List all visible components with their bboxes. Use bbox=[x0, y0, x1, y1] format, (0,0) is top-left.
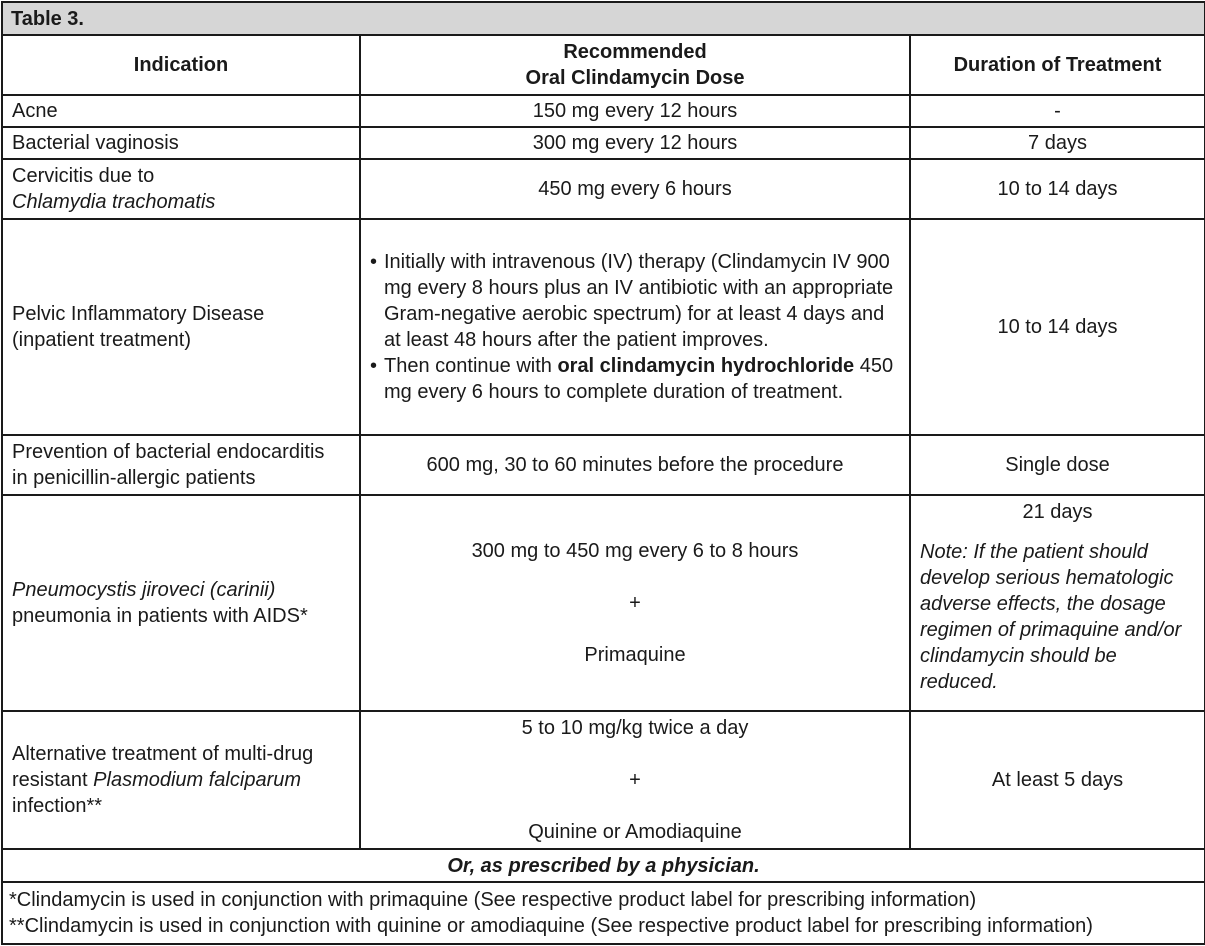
dose-plus: + bbox=[629, 592, 641, 614]
indication-line: pneumonia in patients with AIDS* bbox=[12, 605, 308, 627]
indication-line: (inpatient treatment) bbox=[12, 329, 191, 351]
duration-cell: Single dose bbox=[910, 435, 1205, 495]
dose-line: Quinine or Amodiaquine bbox=[528, 821, 742, 843]
indication-cell bbox=[2, 711, 360, 849]
table-row bbox=[2, 95, 1205, 127]
indication-line: Alternative treatment of multi-drug bbox=[12, 743, 314, 765]
duration-cell: 7 days bbox=[910, 127, 1205, 159]
indication-line: infection** bbox=[12, 795, 103, 817]
footnotes bbox=[2, 882, 1205, 944]
dose-bullets bbox=[370, 249, 900, 405]
indication-cell bbox=[2, 159, 360, 219]
physician-note: Or, as prescribed by a physician. bbox=[2, 849, 1205, 882]
dose-cell: 300 mg every 12 hours bbox=[360, 127, 910, 159]
organism-name: Chlamydia trachomatis bbox=[12, 191, 216, 213]
duration-cell: 10 to 14 days bbox=[910, 219, 1205, 435]
table-row bbox=[2, 495, 1205, 711]
indication-cell bbox=[2, 435, 360, 495]
dose-bullet bbox=[370, 353, 900, 405]
duration-cell: 10 to 14 days bbox=[910, 159, 1205, 219]
table-caption: Table 3. bbox=[2, 2, 1205, 35]
duration-cell: - bbox=[910, 95, 1205, 127]
header-duration: Duration of Treatment bbox=[910, 35, 1205, 95]
indication-organism bbox=[12, 577, 350, 603]
dose-line: 5 to 10 mg/kg twice a day bbox=[521, 717, 749, 739]
dose-line: 300 mg to 450 mg every 6 to 8 hours bbox=[471, 540, 799, 562]
table-row bbox=[2, 219, 1205, 435]
indication-line: Prevention of bacterial endocarditis bbox=[12, 441, 325, 463]
table-row bbox=[2, 711, 1205, 849]
bullet-bold-text: oral clindamycin hydrochloride bbox=[557, 355, 855, 377]
indication-line: in penicillin-allergic patients bbox=[12, 467, 256, 489]
indication-line: Pelvic Inflammatory Disease bbox=[12, 303, 265, 325]
table-row bbox=[2, 159, 1205, 219]
duration-value: 21 days bbox=[1022, 501, 1093, 523]
duration-note: Note: If the patient should develop serious hematologic adverse effects, the dosage regimen of primaquine and/or clindamycin should be reduced. bbox=[920, 541, 1182, 693]
indication-cell bbox=[2, 219, 360, 435]
table-caption-row bbox=[2, 2, 1205, 35]
dose-plus: + bbox=[629, 769, 641, 791]
indication-cell: Bacterial vaginosis bbox=[2, 127, 360, 159]
duration-cell: At least 5 days bbox=[910, 711, 1205, 849]
dose-cell bbox=[360, 711, 910, 849]
header-row bbox=[2, 35, 1205, 95]
dose-cell: 450 mg every 6 hours bbox=[360, 159, 910, 219]
duration-cell bbox=[910, 495, 1205, 711]
footnote: *Clindamycin is used in conjunction with primaquine (See respective product label for prescribing information) bbox=[9, 889, 977, 911]
footnote: **Clindamycin is used in conjunction with quinine or amodiaquine (See respective product label for prescribing information) bbox=[9, 915, 1093, 937]
bullet-text: Then continue with bbox=[384, 355, 558, 377]
organism-name: Plasmodium falciparum bbox=[93, 769, 302, 791]
dose-cell bbox=[360, 495, 910, 711]
document bbox=[1, 1, 1204, 945]
dose-line: Primaquine bbox=[584, 644, 686, 666]
table-row bbox=[2, 435, 1205, 495]
dose-bullet: • Initially with intravenous (IV) therapy (Clindamycin IV 900 mg every 8 hours plus an IV antibiotic with an appropriate Gram-negative aerobic spectrum) for at least 4 days and at least 48 hours after the patient improves. bbox=[370, 249, 900, 353]
bullet-text: 450 mg every 6 hours to complete duration of treatment. bbox=[384, 355, 894, 403]
indication-cell: Acne bbox=[2, 95, 360, 127]
header-dose-line2: Oral Clindamycin Dose bbox=[525, 67, 745, 89]
dosage-table bbox=[1, 1, 1205, 945]
indication-line bbox=[12, 767, 350, 793]
header-indication: Indication bbox=[2, 35, 360, 95]
organism-name: Pneumocystis jiroveci (carinii) bbox=[12, 579, 276, 601]
indication-line: Cervicitis due to bbox=[12, 165, 155, 187]
indication-organism bbox=[12, 189, 350, 215]
dose-cell bbox=[360, 219, 910, 435]
physician-note-row bbox=[2, 849, 1205, 882]
footnotes-row bbox=[2, 882, 1205, 944]
header-dose-line1: Recommended bbox=[563, 41, 707, 63]
indication-cell bbox=[2, 495, 360, 711]
dose-cell: 150 mg every 12 hours bbox=[360, 95, 910, 127]
indication-text: resistant bbox=[12, 769, 94, 791]
dose-cell: 600 mg, 30 to 60 minutes before the procedure bbox=[360, 435, 910, 495]
table-row bbox=[2, 127, 1205, 159]
header-dose bbox=[360, 35, 910, 95]
